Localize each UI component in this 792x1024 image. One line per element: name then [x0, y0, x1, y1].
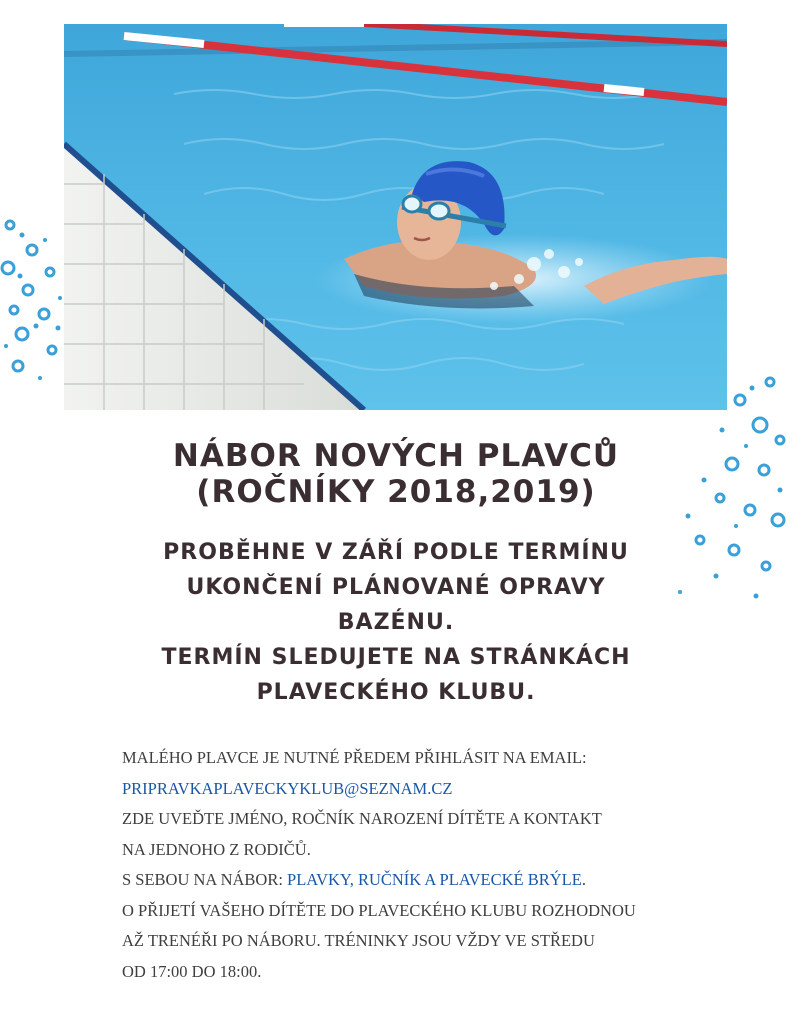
title-line: (ROČNÍKY 2018,2019) — [196, 474, 596, 510]
info-line: ZDE UVEĎTE JMÉNO, ROČNÍK NAROZENÍ DÍTĚTE A KONTAKT — [122, 809, 602, 828]
title-line: NÁBOR NOVÝCH PLAVCŮ — [172, 438, 620, 474]
bring-line — [122, 865, 762, 896]
info-line: NA JEDNOHO Z RODIČŮ. — [122, 839, 311, 859]
subheadline-line: PLAVECKÉHO KLUBU. — [256, 680, 536, 705]
swimmer-photo — [64, 24, 727, 410]
info-line: O PŘIJETÍ VAŠEHO DÍTĚTE DO PLAVECKÉHO KLUBU ROZHODNOU — [122, 900, 636, 920]
page-title — [0, 438, 792, 510]
subheadline-line: BAZÉNU. — [337, 610, 455, 635]
info-line: OD 17:00 DO 18:00. — [122, 961, 262, 981]
info-text — [122, 743, 762, 987]
subheadline-line: PROBĚHNE V ZÁŘÍ PODLE TERMÍNU — [163, 540, 629, 565]
water-bubbles-icon — [0, 210, 70, 390]
subheadline — [0, 535, 792, 710]
subheadline-line: UKONČENÍ PLÁNOVANÉ OPRAVY — [186, 575, 606, 600]
bring-suffix: . — [581, 870, 586, 889]
swimmer-in-pool-image — [64, 24, 727, 410]
bring-items: PLAVKY, RUČNÍK A PLAVECKÉ BRÝLE — [287, 870, 582, 889]
subheadline-line: TERMÍN SLEDUJETE NA STRÁNKÁCH — [161, 645, 631, 670]
info-line: AŽ TRENÉŘI PO NÁBORU. TRÉNINKY JSOU VŽDY VE STŘEDU — [122, 931, 595, 950]
email-link[interactable]: PRIPRAVKAPLAVECKYKLUB@SEZNAM.CZ — [122, 778, 453, 798]
bring-prefix: S SEBOU NA NÁBOR: — [122, 870, 288, 889]
info-line: MALÉHO PLAVCE JE NUTNÉ PŘEDEM PŘIHLÁSIT NA EMAIL: — [122, 748, 587, 767]
